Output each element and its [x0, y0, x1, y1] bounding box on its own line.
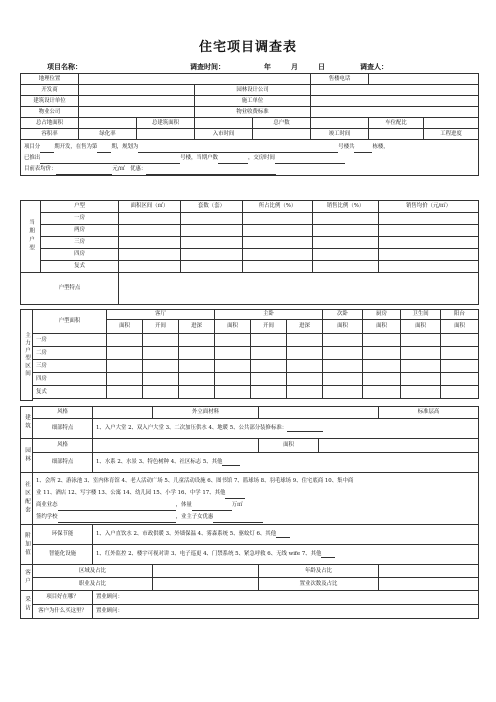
- facade-value[interactable]: [259, 407, 379, 419]
- green-ratio-label: 绿化率: [79, 129, 137, 140]
- current-units-header-1: 面积区间（㎡）: [119, 201, 181, 213]
- cell[interactable]: [243, 213, 313, 225]
- sub-header: 面积: [363, 320, 401, 334]
- cell[interactable]: [287, 360, 323, 373]
- cell[interactable]: [401, 360, 441, 373]
- building-style-value[interactable]: [93, 407, 153, 419]
- cell[interactable]: [323, 386, 363, 399]
- sub-header: 面积: [441, 320, 479, 334]
- community-line-3: 商业业态 ，体量 万㎡: [36, 499, 477, 511]
- garden-style-label: 风格: [33, 439, 93, 453]
- community-facilities[interactable]: [33, 473, 479, 525]
- cell[interactable]: [401, 334, 441, 347]
- cell[interactable]: [363, 347, 401, 360]
- added-value-side-label: 附加值: [21, 525, 33, 565]
- cell[interactable]: [243, 261, 313, 273]
- age-value[interactable]: [379, 565, 479, 578]
- arch-design-label: 建筑设计单位: [21, 96, 79, 107]
- cell[interactable]: [107, 347, 143, 360]
- cell[interactable]: [181, 249, 243, 261]
- cell[interactable]: [323, 347, 363, 360]
- households-label: 总户数: [253, 118, 311, 129]
- cell[interactable]: [243, 225, 313, 237]
- green-ratio-value[interactable]: [137, 129, 195, 140]
- building-area-value[interactable]: [195, 118, 253, 129]
- phase-line-2: 已推出 号楼，当期户数 ，交房时间: [24, 153, 477, 164]
- community-line-1: 1、会所 2、游泳池 3、室内体育馆 4、老人活动广场 5、儿童活动设施 6、图书馆 7、篮球场 8、羽毛球场 9、住宅底商 10、集中商: [36, 478, 354, 484]
- job-value[interactable]: [153, 578, 259, 591]
- current-households-field[interactable]: [218, 157, 248, 164]
- main-unit-row-label: 二房: [33, 347, 107, 360]
- phase-info-cell: [21, 140, 479, 176]
- cell[interactable]: [401, 347, 441, 360]
- community-side-label: 社区配套: [21, 473, 33, 525]
- cell[interactable]: [215, 360, 251, 373]
- eco-value[interactable]: 1、入户直饮水 2、市政供暖 3、外墙保温 4、雾森系统 5、驱蚊灯 6、其他: [93, 525, 479, 545]
- family-value[interactable]: [379, 578, 479, 591]
- cell[interactable]: [215, 334, 251, 347]
- cell[interactable]: [107, 373, 143, 386]
- cell[interactable]: [313, 237, 379, 249]
- building-style-label: 风格: [33, 407, 93, 419]
- builder-value[interactable]: [311, 96, 479, 107]
- landscape-company-value[interactable]: [311, 85, 479, 96]
- garden-details-value[interactable]: 1、水系 2、水景 3、特色树种 4、社区标志 5、其他: [93, 453, 479, 473]
- sub-header: 开间: [251, 320, 287, 334]
- basic-info-table: [20, 73, 479, 176]
- move-in-time-label: 入市时间: [195, 129, 253, 140]
- sub-header: 面积: [401, 320, 441, 334]
- cell[interactable]: [441, 334, 479, 347]
- cell[interactable]: [181, 213, 243, 225]
- cell[interactable]: [119, 237, 181, 249]
- main-unit-row-label: 一房: [33, 334, 107, 347]
- smart-label: 智能化设施: [33, 545, 93, 565]
- property-company-label: 物业公司: [21, 107, 79, 118]
- family-label: 置业次数及占比: [259, 578, 379, 591]
- delivery-date-field[interactable]: [275, 157, 345, 164]
- spacer: [33, 399, 479, 401]
- cell[interactable]: [287, 334, 323, 347]
- current-units-header-0: 户型: [41, 201, 119, 213]
- month-label: 月: [291, 63, 298, 71]
- cell[interactable]: [287, 347, 323, 360]
- cell[interactable]: [313, 249, 379, 261]
- cell[interactable]: [143, 347, 179, 360]
- region-label: 区域及占比: [33, 565, 153, 578]
- garden-details-label: 细部特点: [33, 453, 93, 473]
- location-label: 地理位置: [21, 74, 79, 85]
- customers-side-label: 客户: [21, 565, 33, 591]
- group-master-bedroom: 主卧: [215, 310, 323, 320]
- phase-line-1: 项目分 期开发，在售为第 期，规划为 号楼共 栋楼，: [24, 142, 477, 153]
- q2-reason[interactable]: 置业顾问：: [93, 605, 479, 619]
- parking-ratio-label: 车位配比: [369, 118, 424, 129]
- sub-header: 面积: [107, 320, 143, 334]
- land-area-label: 总占地面积: [21, 118, 79, 129]
- current-unit-row-label: 一房: [41, 213, 119, 225]
- avg-price-field[interactable]: [56, 168, 112, 175]
- cell[interactable]: [251, 347, 287, 360]
- cell[interactable]: [143, 334, 179, 347]
- main-unit-row-label: 三房: [33, 360, 107, 373]
- current-units-header-3: 所占比例（%）: [243, 201, 313, 213]
- current-phase-field[interactable]: [97, 146, 111, 153]
- group-balcony: 阳台: [441, 310, 479, 320]
- current-unit-row-label: 三房: [41, 237, 119, 249]
- phase-line-3: 目前表均价： 元/㎡ 优惠：: [24, 164, 477, 175]
- cell[interactable]: [441, 360, 479, 373]
- garden-area-value[interactable]: [319, 439, 479, 453]
- cell[interactable]: [243, 237, 313, 249]
- cell[interactable]: [179, 360, 215, 373]
- building-details-value[interactable]: 1、入户大堂 2、双入户大堂 3、二次加压供水 4、地暖 5、公共部分装修标准：: [93, 419, 479, 439]
- cell[interactable]: [251, 373, 287, 386]
- day-label: 日: [318, 63, 325, 71]
- developer-value[interactable]: [79, 85, 195, 96]
- facade-label: 外立面材料: [153, 407, 259, 419]
- cell[interactable]: [441, 347, 479, 360]
- sub-header: 面积: [215, 320, 251, 334]
- unit-features-value[interactable]: [119, 273, 479, 305]
- cell[interactable]: [251, 334, 287, 347]
- current-units-header-5: 销售均价（元/㎡）: [379, 201, 479, 213]
- cell[interactable]: [179, 347, 215, 360]
- cell[interactable]: [363, 334, 401, 347]
- cell[interactable]: [323, 360, 363, 373]
- current-units-side-label: 当期户型: [21, 201, 41, 273]
- property-fee-value[interactable]: [311, 107, 479, 118]
- cell[interactable]: [251, 386, 287, 399]
- page-title: 住宅项目调查表: [198, 40, 297, 55]
- survey-time-label: 调查时间：: [190, 63, 225, 71]
- q1-reason[interactable]: 置业顾问：: [93, 591, 479, 605]
- cell[interactable]: [287, 373, 323, 386]
- cell[interactable]: [313, 261, 379, 273]
- standard-floor-label: 标准层高: [379, 407, 479, 419]
- current-units-header-4: 销售比例（%）: [313, 201, 379, 213]
- current-unit-row-label: 四房: [41, 249, 119, 261]
- volume-field[interactable]: [192, 504, 232, 511]
- q2-label: 客户为什么买这里？: [33, 605, 93, 619]
- cell[interactable]: [323, 334, 363, 347]
- cell[interactable]: [243, 249, 313, 261]
- sub-header: 面积: [323, 320, 363, 334]
- cell[interactable]: [379, 225, 479, 237]
- property-fee-label: 物业收费标准: [195, 107, 311, 118]
- q1-label: 项目好在哪？: [33, 591, 93, 605]
- cell[interactable]: [379, 249, 479, 261]
- group-bathroom: 卫生间: [401, 310, 441, 320]
- community-line-2: 业 11、酒店 12、写字楼 13、公寓 14、幼儿园 15、小学 16、中学 17、其他: [36, 487, 477, 499]
- cell[interactable]: [379, 237, 479, 249]
- job-label: 职业及占比: [33, 578, 153, 591]
- cell[interactable]: [119, 213, 181, 225]
- current-unit-row-label: 两房: [41, 225, 119, 237]
- cell[interactable]: [215, 373, 251, 386]
- launched-field[interactable]: [40, 157, 180, 164]
- cell[interactable]: [179, 373, 215, 386]
- cell[interactable]: [143, 386, 179, 399]
- cell[interactable]: [179, 334, 215, 347]
- building-side-label: 建筑: [21, 407, 33, 439]
- cell[interactable]: [287, 386, 323, 399]
- cell[interactable]: [181, 225, 243, 237]
- sub-header: 进深: [179, 320, 215, 334]
- commerce-field[interactable]: [58, 504, 176, 511]
- cell[interactable]: [313, 213, 379, 225]
- cell[interactable]: [401, 386, 441, 399]
- sales-phone-label: 售楼电话: [311, 74, 369, 85]
- sales-phone-value[interactable]: [369, 74, 479, 85]
- main-units-table: [20, 309, 479, 401]
- delivery-time-label: 竣工时间: [311, 129, 369, 140]
- eco-label: 环保节能: [33, 525, 93, 545]
- main-units-side-label: 主力户型区间: [21, 310, 33, 401]
- building-details-label: 细部特点: [33, 419, 93, 439]
- group-kitchen: 厨房: [363, 310, 401, 320]
- main-unit-row-label: 复式: [33, 386, 107, 399]
- cell[interactable]: [119, 225, 181, 237]
- garden-area-label: 面积: [259, 439, 319, 453]
- parking-ratio-value[interactable]: [424, 118, 479, 129]
- cell[interactable]: [143, 360, 179, 373]
- group-living-room: 客厅: [107, 310, 215, 320]
- cell[interactable]: [323, 373, 363, 386]
- cell[interactable]: [119, 249, 181, 261]
- current-units-header-2: 套数（套）: [181, 201, 243, 213]
- plot-ratio-label: 容积率: [21, 129, 79, 140]
- cell[interactable]: [379, 213, 479, 225]
- community-line-4: 签约学校 ，业主子女优惠: [36, 511, 477, 523]
- cell[interactable]: [179, 386, 215, 399]
- main-unit-row-label: 四房: [33, 373, 107, 386]
- cell[interactable]: [363, 373, 401, 386]
- cell[interactable]: [107, 386, 143, 399]
- cell[interactable]: [251, 360, 287, 373]
- property-company-value[interactable]: [79, 107, 195, 118]
- year-label: 年: [264, 63, 271, 71]
- school-field[interactable]: [58, 516, 176, 523]
- location-value[interactable]: [79, 74, 311, 85]
- cell[interactable]: [107, 360, 143, 373]
- region-value[interactable]: [153, 565, 259, 578]
- plan-field[interactable]: [138, 146, 338, 153]
- project-name-label: 项目名称：: [47, 63, 82, 71]
- cell[interactable]: [119, 261, 181, 273]
- school-discount-field[interactable]: [213, 516, 263, 523]
- landscape-company-label: 园林设计公司: [195, 85, 311, 96]
- surveyor-label: 调查人：: [360, 63, 388, 71]
- unit-area-header: 户型面积: [33, 310, 107, 334]
- delivery-time-value[interactable]: [369, 129, 424, 140]
- cell[interactable]: [379, 261, 479, 273]
- cell[interactable]: [441, 386, 479, 399]
- garden-style-value[interactable]: [93, 439, 259, 453]
- smart-value[interactable]: 1、红外监控 2、楼宇可视对讲 3、电子巡更 4、门禁系统 5、紧急呼救 6、无线 wife 7、其他: [93, 545, 479, 565]
- unit-features-label: 户型特点: [21, 273, 119, 305]
- details-table: [20, 406, 479, 619]
- garden-side-label: 园林: [21, 439, 33, 473]
- progress-label: 工程进度: [424, 129, 479, 140]
- cell[interactable]: [441, 373, 479, 386]
- group-second-bedroom: 次卧: [323, 310, 363, 320]
- cell[interactable]: [181, 237, 243, 249]
- cell[interactable]: [143, 373, 179, 386]
- cell[interactable]: [181, 261, 243, 273]
- cell[interactable]: [313, 225, 379, 237]
- building-area-label: 总建筑面积: [137, 118, 195, 129]
- households-value[interactable]: [311, 118, 369, 129]
- builder-label: 施工单位: [195, 96, 311, 107]
- sub-header: 进深: [287, 320, 323, 334]
- phase-count-field[interactable]: [40, 146, 54, 153]
- current-unit-row-label: 复式: [41, 261, 119, 273]
- building-count-field[interactable]: [354, 146, 372, 153]
- land-area-value[interactable]: [79, 118, 137, 129]
- current-units-table: [20, 200, 479, 305]
- cell[interactable]: [215, 347, 251, 360]
- cell[interactable]: [401, 373, 441, 386]
- interview-side-label: 采访: [21, 591, 33, 619]
- arch-design-value[interactable]: [79, 96, 195, 107]
- cell[interactable]: [363, 360, 401, 373]
- age-label: 年龄及占比: [259, 565, 379, 578]
- cell[interactable]: [107, 334, 143, 347]
- move-in-time-value[interactable]: [253, 129, 311, 140]
- cell[interactable]: [215, 386, 251, 399]
- developer-label: 开发商: [21, 85, 79, 96]
- discount-field[interactable]: [146, 168, 276, 175]
- cell[interactable]: [363, 386, 401, 399]
- sub-header: 开间: [143, 320, 179, 334]
